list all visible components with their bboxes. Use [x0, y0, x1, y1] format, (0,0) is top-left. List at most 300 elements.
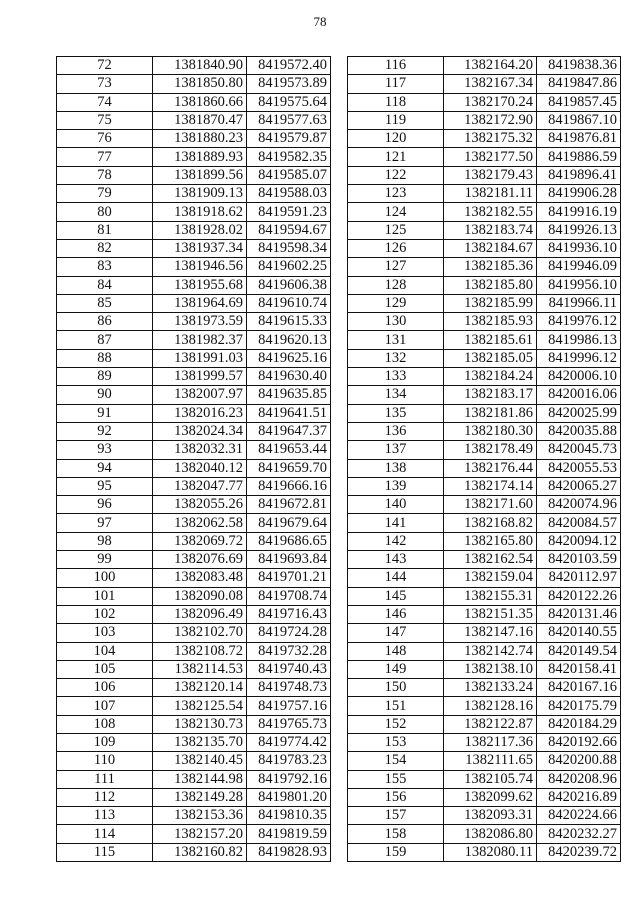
point-number-cell: 152 [348, 715, 444, 733]
table-row [348, 788, 621, 806]
y-coordinate-cell: 8419630.40 [247, 368, 331, 386]
x-coordinate-cell: 1382055.26 [153, 496, 247, 514]
y-coordinate-cell: 8419716.43 [247, 605, 331, 623]
y-coordinate-cell: 8419976.12 [537, 313, 621, 331]
y-coordinate-cell: 8420224.66 [537, 807, 621, 825]
table-row [348, 679, 621, 697]
x-coordinate-cell: 1382168.82 [444, 514, 537, 532]
table-row [57, 715, 331, 733]
y-coordinate-cell: 8419585.07 [247, 166, 331, 184]
x-coordinate-cell: 1382108.72 [153, 642, 247, 660]
x-coordinate-cell: 1382162.54 [444, 551, 537, 569]
y-coordinate-cell: 8419686.65 [247, 532, 331, 550]
table-row [348, 624, 621, 642]
point-number-cell: 117 [348, 75, 444, 93]
table-row [348, 551, 621, 569]
y-coordinate-cell: 8420112.97 [537, 569, 621, 587]
point-number-cell: 74 [57, 93, 153, 111]
x-coordinate-cell: 1381899.56 [153, 166, 247, 184]
point-number-cell: 118 [348, 93, 444, 111]
x-coordinate-cell: 1382151.35 [444, 605, 537, 623]
table-row [348, 130, 621, 148]
x-coordinate-cell: 1381964.69 [153, 294, 247, 312]
x-coordinate-cell: 1382175.32 [444, 130, 537, 148]
point-number-cell: 133 [348, 368, 444, 386]
point-number-cell: 124 [348, 203, 444, 221]
y-coordinate-cell: 8420184.29 [537, 715, 621, 733]
x-coordinate-cell: 1382185.61 [444, 331, 537, 349]
table-row [348, 404, 621, 422]
x-coordinate-cell: 1382142.74 [444, 642, 537, 660]
y-coordinate-cell: 8419774.42 [247, 733, 331, 751]
point-number-cell: 93 [57, 441, 153, 459]
y-coordinate-cell: 8420208.96 [537, 770, 621, 788]
y-coordinate-cell: 8419946.09 [537, 258, 621, 276]
x-coordinate-cell: 1382040.12 [153, 459, 247, 477]
point-number-cell: 138 [348, 459, 444, 477]
y-coordinate-cell: 8419701.21 [247, 569, 331, 587]
point-number-cell: 107 [57, 697, 153, 715]
table-row [57, 111, 331, 129]
y-coordinate-cell: 8420200.88 [537, 752, 621, 770]
point-number-cell: 92 [57, 422, 153, 440]
point-number-cell: 143 [348, 551, 444, 569]
y-coordinate-cell: 8419828.93 [247, 843, 331, 861]
point-number-cell: 79 [57, 185, 153, 203]
point-number-cell: 123 [348, 185, 444, 203]
y-coordinate-cell: 8419620.13 [247, 331, 331, 349]
x-coordinate-cell: 1382016.23 [153, 404, 247, 422]
coordinates-table-right [347, 56, 621, 862]
y-coordinate-cell: 8420025.99 [537, 404, 621, 422]
x-coordinate-cell: 1381909.13 [153, 185, 247, 203]
table-row [348, 349, 621, 367]
x-coordinate-cell: 1382096.49 [153, 605, 247, 623]
point-number-cell: 132 [348, 349, 444, 367]
y-coordinate-cell: 8420094.12 [537, 532, 621, 550]
y-coordinate-cell: 8419602.25 [247, 258, 331, 276]
x-coordinate-cell: 1382160.82 [153, 843, 247, 861]
point-number-cell: 150 [348, 679, 444, 697]
x-coordinate-cell: 1382184.24 [444, 368, 537, 386]
x-coordinate-cell: 1382120.14 [153, 679, 247, 697]
y-coordinate-cell: 8420035.88 [537, 422, 621, 440]
table-row [348, 532, 621, 550]
table-row [348, 203, 621, 221]
point-number-cell: 142 [348, 532, 444, 550]
y-coordinate-cell: 8419936.10 [537, 239, 621, 257]
point-number-cell: 109 [57, 733, 153, 751]
y-coordinate-cell: 8419625.16 [247, 349, 331, 367]
y-coordinate-cell: 8419926.13 [537, 221, 621, 239]
x-coordinate-cell: 1382105.74 [444, 770, 537, 788]
y-coordinate-cell: 8419615.33 [247, 313, 331, 331]
x-coordinate-cell: 1381918.62 [153, 203, 247, 221]
table-row [348, 807, 621, 825]
point-number-cell: 157 [348, 807, 444, 825]
point-number-cell: 111 [57, 770, 153, 788]
y-coordinate-cell: 8419659.70 [247, 459, 331, 477]
y-coordinate-cell: 8420167.16 [537, 679, 621, 697]
x-coordinate-cell: 1382181.11 [444, 185, 537, 203]
x-coordinate-cell: 1382093.31 [444, 807, 537, 825]
x-coordinate-cell: 1382133.24 [444, 679, 537, 697]
y-coordinate-cell: 8420239.72 [537, 843, 621, 861]
x-coordinate-cell: 1382165.80 [444, 532, 537, 550]
point-number-cell: 137 [348, 441, 444, 459]
x-coordinate-cell: 1382125.54 [153, 697, 247, 715]
point-number-cell: 135 [348, 404, 444, 422]
y-coordinate-cell: 8419748.73 [247, 679, 331, 697]
x-coordinate-cell: 1382183.17 [444, 386, 537, 404]
point-number-cell: 151 [348, 697, 444, 715]
y-coordinate-cell: 8419783.23 [247, 752, 331, 770]
table-row [348, 185, 621, 203]
y-coordinate-cell: 8420084.57 [537, 514, 621, 532]
x-coordinate-cell: 1381982.37 [153, 331, 247, 349]
table-row [57, 642, 331, 660]
table-row [348, 111, 621, 129]
x-coordinate-cell: 1382164.20 [444, 57, 537, 75]
y-coordinate-cell: 8419679.64 [247, 514, 331, 532]
table-row [348, 441, 621, 459]
point-number-cell: 86 [57, 313, 153, 331]
table-row [348, 276, 621, 294]
point-number-cell: 134 [348, 386, 444, 404]
y-coordinate-cell: 8419996.12 [537, 349, 621, 367]
point-number-cell: 81 [57, 221, 153, 239]
point-number-cell: 120 [348, 130, 444, 148]
y-coordinate-cell: 8419641.51 [247, 404, 331, 422]
point-number-cell: 96 [57, 496, 153, 514]
y-coordinate-cell: 8419579.87 [247, 130, 331, 148]
table-row [57, 331, 331, 349]
x-coordinate-cell: 1381946.56 [153, 258, 247, 276]
table-row [57, 770, 331, 788]
table-row [57, 752, 331, 770]
y-coordinate-cell: 8419672.81 [247, 496, 331, 514]
table-row [57, 660, 331, 678]
point-number-cell: 140 [348, 496, 444, 514]
point-number-cell: 136 [348, 422, 444, 440]
x-coordinate-cell: 1382140.45 [153, 752, 247, 770]
table-row [57, 148, 331, 166]
point-number-cell: 146 [348, 605, 444, 623]
x-coordinate-cell: 1382170.24 [444, 93, 537, 111]
y-coordinate-cell: 8419635.85 [247, 386, 331, 404]
x-coordinate-cell: 1382147.16 [444, 624, 537, 642]
x-coordinate-cell: 1382138.10 [444, 660, 537, 678]
point-number-cell: 101 [57, 587, 153, 605]
table-row [57, 130, 331, 148]
point-number-cell: 90 [57, 386, 153, 404]
point-number-cell: 148 [348, 642, 444, 660]
table-row [57, 843, 331, 861]
table-row [57, 788, 331, 806]
x-coordinate-cell: 1382185.99 [444, 294, 537, 312]
y-coordinate-cell: 8419572.40 [247, 57, 331, 75]
point-number-cell: 108 [57, 715, 153, 733]
y-coordinate-cell: 8419886.59 [537, 148, 621, 166]
y-coordinate-cell: 8420232.27 [537, 825, 621, 843]
point-number-cell: 88 [57, 349, 153, 367]
x-coordinate-cell: 1381889.93 [153, 148, 247, 166]
table-row [348, 660, 621, 678]
table-row [57, 459, 331, 477]
y-coordinate-cell: 8419986.13 [537, 331, 621, 349]
x-coordinate-cell: 1382076.69 [153, 551, 247, 569]
y-coordinate-cell: 8419906.28 [537, 185, 621, 203]
table-row [57, 93, 331, 111]
x-coordinate-cell: 1382080.11 [444, 843, 537, 861]
y-coordinate-cell: 8420192.66 [537, 733, 621, 751]
y-coordinate-cell: 8419838.36 [537, 57, 621, 75]
x-coordinate-cell: 1382185.80 [444, 276, 537, 294]
y-coordinate-cell: 8419724.28 [247, 624, 331, 642]
y-coordinate-cell: 8419896.41 [537, 166, 621, 184]
x-coordinate-cell: 1382159.04 [444, 569, 537, 587]
point-number-cell: 154 [348, 752, 444, 770]
point-number-cell: 91 [57, 404, 153, 422]
y-coordinate-cell: 8419610.74 [247, 294, 331, 312]
x-coordinate-cell: 1382174.14 [444, 477, 537, 495]
point-number-cell: 125 [348, 221, 444, 239]
y-coordinate-cell: 8419966.11 [537, 294, 621, 312]
table-row [348, 75, 621, 93]
x-coordinate-cell: 1382185.93 [444, 313, 537, 331]
point-number-cell: 144 [348, 569, 444, 587]
point-number-cell: 122 [348, 166, 444, 184]
point-number-cell: 129 [348, 294, 444, 312]
x-coordinate-cell: 1382180.30 [444, 422, 537, 440]
point-number-cell: 141 [348, 514, 444, 532]
x-coordinate-cell: 1382135.70 [153, 733, 247, 751]
y-coordinate-cell: 8419867.10 [537, 111, 621, 129]
x-coordinate-cell: 1382130.73 [153, 715, 247, 733]
x-coordinate-cell: 1382111.65 [444, 752, 537, 770]
x-coordinate-cell: 1382184.67 [444, 239, 537, 257]
table-row [57, 75, 331, 93]
y-coordinate-cell: 8419956.10 [537, 276, 621, 294]
x-coordinate-cell: 1382117.36 [444, 733, 537, 751]
x-coordinate-cell: 1382122.87 [444, 715, 537, 733]
x-coordinate-cell: 1382178.49 [444, 441, 537, 459]
table-row [348, 331, 621, 349]
point-number-cell: 94 [57, 459, 153, 477]
y-coordinate-cell: 8420074.96 [537, 496, 621, 514]
y-coordinate-cell: 8420131.46 [537, 605, 621, 623]
point-number-cell: 113 [57, 807, 153, 825]
point-number-cell: 156 [348, 788, 444, 806]
x-coordinate-cell: 1382179.43 [444, 166, 537, 184]
point-number-cell: 99 [57, 551, 153, 569]
table-row [57, 203, 331, 221]
table-row [57, 624, 331, 642]
table-row [348, 605, 621, 623]
point-number-cell: 147 [348, 624, 444, 642]
table-row [348, 843, 621, 861]
point-number-cell: 130 [348, 313, 444, 331]
x-coordinate-cell: 1381850.80 [153, 75, 247, 93]
point-number-cell: 110 [57, 752, 153, 770]
table-row [348, 569, 621, 587]
table-row [348, 477, 621, 495]
point-number-cell: 87 [57, 331, 153, 349]
point-number-cell: 105 [57, 660, 153, 678]
page-number: 78 [313, 14, 327, 29]
table-row [348, 752, 621, 770]
table-row [57, 679, 331, 697]
x-coordinate-cell: 1382157.20 [153, 825, 247, 843]
table-row [348, 825, 621, 843]
point-number-cell: 153 [348, 733, 444, 751]
y-coordinate-cell: 8420055.53 [537, 459, 621, 477]
x-coordinate-cell: 1381955.68 [153, 276, 247, 294]
point-number-cell: 89 [57, 368, 153, 386]
table-row [348, 148, 621, 166]
y-coordinate-cell: 8419916.19 [537, 203, 621, 221]
table-row [348, 221, 621, 239]
point-number-cell: 128 [348, 276, 444, 294]
x-coordinate-cell: 1381860.66 [153, 93, 247, 111]
table-row [57, 569, 331, 587]
table-row [57, 276, 331, 294]
table-row [57, 313, 331, 331]
point-number-cell: 77 [57, 148, 153, 166]
table-row [57, 386, 331, 404]
x-coordinate-cell: 1382149.28 [153, 788, 247, 806]
table-row [348, 459, 621, 477]
table-row [57, 825, 331, 843]
point-number-cell: 115 [57, 843, 153, 861]
y-coordinate-cell: 8419666.16 [247, 477, 331, 495]
point-number-cell: 82 [57, 239, 153, 257]
y-coordinate-cell: 8419708.74 [247, 587, 331, 605]
point-number-cell: 112 [57, 788, 153, 806]
y-coordinate-cell: 8419598.34 [247, 239, 331, 257]
point-number-cell: 114 [57, 825, 153, 843]
x-coordinate-cell: 1382153.36 [153, 807, 247, 825]
table-row [348, 368, 621, 386]
x-coordinate-cell: 1382086.80 [444, 825, 537, 843]
x-coordinate-cell: 1382102.70 [153, 624, 247, 642]
y-coordinate-cell: 8419575.64 [247, 93, 331, 111]
x-coordinate-cell: 1382181.86 [444, 404, 537, 422]
point-number-cell: 106 [57, 679, 153, 697]
y-coordinate-cell: 8420175.79 [537, 697, 621, 715]
y-coordinate-cell: 8419693.84 [247, 551, 331, 569]
table-row [57, 368, 331, 386]
y-coordinate-cell: 8419653.44 [247, 441, 331, 459]
point-number-cell: 116 [348, 57, 444, 75]
x-coordinate-cell: 1381880.23 [153, 130, 247, 148]
table-row [57, 587, 331, 605]
point-number-cell: 126 [348, 239, 444, 257]
point-number-cell: 131 [348, 331, 444, 349]
point-number-cell: 95 [57, 477, 153, 495]
x-coordinate-cell: 1382099.62 [444, 788, 537, 806]
y-coordinate-cell: 8419819.59 [247, 825, 331, 843]
y-coordinate-cell: 8419847.86 [537, 75, 621, 93]
table-row [57, 807, 331, 825]
point-number-cell: 72 [57, 57, 153, 75]
y-coordinate-cell: 8419801.20 [247, 788, 331, 806]
table-row [348, 422, 621, 440]
table-row [348, 166, 621, 184]
y-coordinate-cell: 8420140.55 [537, 624, 621, 642]
y-coordinate-cell: 8419573.89 [247, 75, 331, 93]
x-coordinate-cell: 1381999.57 [153, 368, 247, 386]
point-number-cell: 97 [57, 514, 153, 532]
y-coordinate-cell: 8419876.81 [537, 130, 621, 148]
x-coordinate-cell: 1382172.90 [444, 111, 537, 129]
x-coordinate-cell: 1382007.97 [153, 386, 247, 404]
x-coordinate-cell: 1381973.59 [153, 313, 247, 331]
y-coordinate-cell: 8420122.26 [537, 587, 621, 605]
table-row [348, 697, 621, 715]
point-number-cell: 139 [348, 477, 444, 495]
y-coordinate-cell: 8419591.23 [247, 203, 331, 221]
y-coordinate-cell: 8419857.45 [537, 93, 621, 111]
table-row [57, 422, 331, 440]
table-row [57, 404, 331, 422]
y-coordinate-cell: 8420158.41 [537, 660, 621, 678]
table-row [57, 294, 331, 312]
point-number-cell: 76 [57, 130, 153, 148]
table-row [348, 294, 621, 312]
x-coordinate-cell: 1382185.36 [444, 258, 537, 276]
point-number-cell: 78 [57, 166, 153, 184]
table-row [348, 386, 621, 404]
point-number-cell: 127 [348, 258, 444, 276]
y-coordinate-cell: 8419577.63 [247, 111, 331, 129]
point-number-cell: 104 [57, 642, 153, 660]
table-row [57, 185, 331, 203]
x-coordinate-cell: 1382183.74 [444, 221, 537, 239]
x-coordinate-cell: 1382171.60 [444, 496, 537, 514]
y-coordinate-cell: 8420103.59 [537, 551, 621, 569]
x-coordinate-cell: 1382177.50 [444, 148, 537, 166]
point-number-cell: 75 [57, 111, 153, 129]
x-coordinate-cell: 1382128.16 [444, 697, 537, 715]
y-coordinate-cell: 8419732.28 [247, 642, 331, 660]
y-coordinate-cell: 8419647.37 [247, 422, 331, 440]
table-row [57, 514, 331, 532]
table-row [57, 697, 331, 715]
point-number-cell: 159 [348, 843, 444, 861]
y-coordinate-cell: 8419594.67 [247, 221, 331, 239]
table-row [57, 57, 331, 75]
point-number-cell: 80 [57, 203, 153, 221]
y-coordinate-cell: 8419740.43 [247, 660, 331, 678]
point-number-cell: 158 [348, 825, 444, 843]
x-coordinate-cell: 1382182.55 [444, 203, 537, 221]
y-coordinate-cell: 8420016.06 [537, 386, 621, 404]
point-number-cell: 149 [348, 660, 444, 678]
table-row [348, 642, 621, 660]
table-row [348, 313, 621, 331]
y-coordinate-cell: 8419810.35 [247, 807, 331, 825]
x-coordinate-cell: 1381870.47 [153, 111, 247, 129]
x-coordinate-cell: 1382024.34 [153, 422, 247, 440]
x-coordinate-cell: 1382090.08 [153, 587, 247, 605]
x-coordinate-cell: 1382047.77 [153, 477, 247, 495]
table-row [348, 57, 621, 75]
table-row [348, 733, 621, 751]
y-coordinate-cell: 8420216.89 [537, 788, 621, 806]
x-coordinate-cell: 1382185.05 [444, 349, 537, 367]
table-row [57, 551, 331, 569]
